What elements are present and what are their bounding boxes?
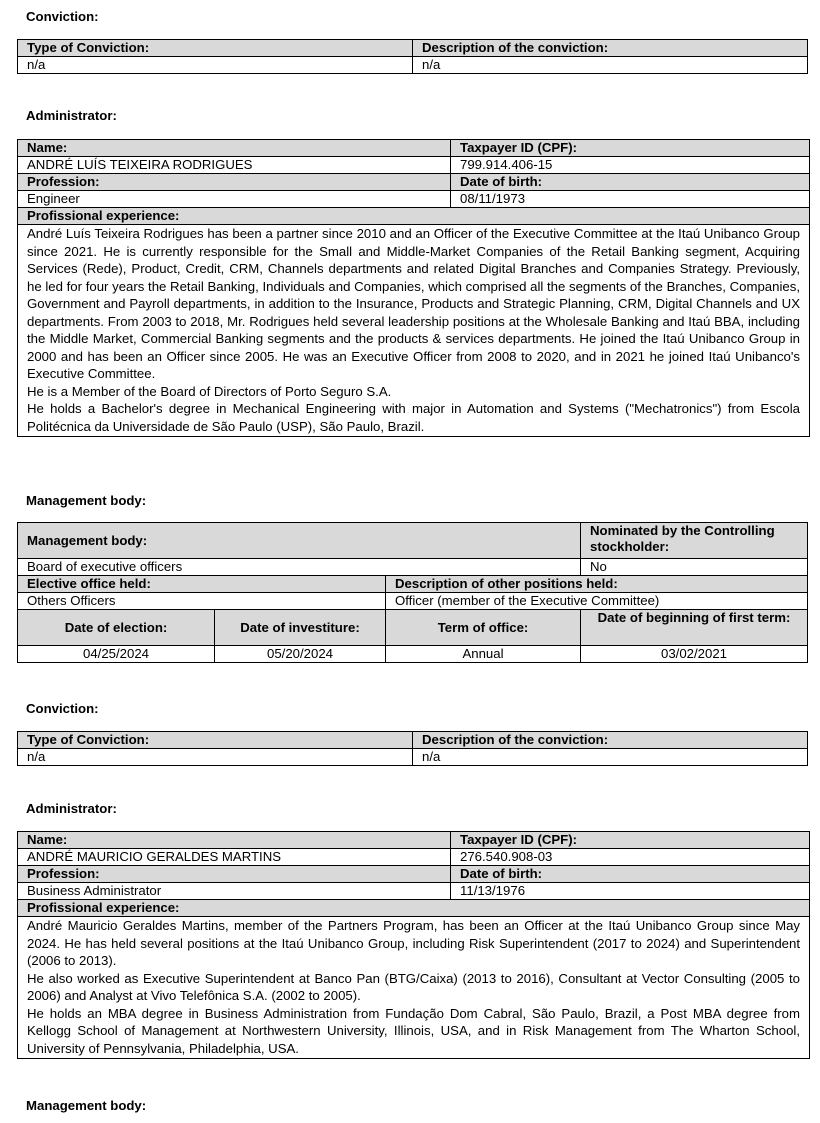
date-of-first-term-label: Date of beginning of first term: — [581, 610, 808, 646]
date-of-first-term-value: 03/02/2021 — [581, 646, 808, 663]
name-value: ANDRÉ LUÍS TEIXEIRA RODRIGUES — [18, 157, 451, 174]
term-of-office-label: Term of office: — [386, 610, 581, 646]
other-positions-label: Description of other positions held: — [386, 576, 808, 593]
administrator-table — [17, 139, 810, 437]
conviction-table — [17, 39, 808, 74]
term-of-office-value: Annual — [386, 646, 581, 663]
management-body-table — [17, 522, 808, 663]
other-positions-value: Officer (member of the Executive Committee) — [386, 593, 808, 610]
description-of-conviction-label: Description of the conviction: — [413, 40, 808, 57]
elective-office-value: Others Officers — [18, 593, 386, 610]
experience-paragraph: He is a Member of the Board of Directors of Porto Seguro S.A. — [27, 383, 392, 399]
type-of-conviction-label: Type of Conviction: — [18, 732, 413, 749]
date-of-birth-label: Date of birth: — [451, 174, 810, 191]
profession-label: Profession: — [18, 174, 451, 191]
date-of-investiture-value: 05/20/2024 — [215, 646, 386, 663]
experience-paragraph: He holds a Bachelor's degree in Mechanical Engineering with major in Automation and Systems ("Mechatronics") from Escola Politécnica da Universidade de São Paulo (USP), São Paulo, Brazil. — [27, 401, 800, 434]
date-of-birth-label: Date of birth: — [451, 866, 810, 883]
date-of-election-value: 04/25/2024 — [18, 646, 215, 663]
conviction-heading: Conviction: — [26, 701, 99, 716]
experience-paragraph: André Mauricio Geraldes Martins, member of the Partners Program, has been an Officer at the Itaú Unibanco Group since May 2024. He has held several positions at the Itaú Unibanco Group, including Risk Superintendent (2017 to 2024) and Superintendent (2006 to 2013). — [27, 918, 800, 968]
date-of-election-label: Date of election: — [18, 610, 215, 646]
conviction-heading: Conviction: — [26, 9, 99, 24]
description-of-conviction-value: n/a — [413, 749, 808, 766]
management-body-heading: Management body: — [26, 1098, 147, 1113]
management-body-heading: Management body: — [26, 493, 147, 508]
professional-experience-label: Profissional experience: — [18, 208, 810, 225]
taxpayer-id-label: Taxpayer ID (CPF): — [451, 832, 810, 849]
management-body-label: Management body: — [18, 523, 581, 559]
profession-value: Engineer — [18, 191, 451, 208]
name-label: Name: — [18, 832, 451, 849]
profession-label: Profession: — [18, 866, 451, 883]
type-of-conviction-label: Type of Conviction: — [18, 40, 413, 57]
description-of-conviction-label: Description of the conviction: — [413, 732, 808, 749]
description-of-conviction-value: n/a — [413, 57, 808, 74]
taxpayer-id-value: 799.914.406-15 — [451, 157, 810, 174]
type-of-conviction-value: n/a — [18, 57, 413, 74]
administrator-table — [17, 831, 810, 1059]
conviction-table — [17, 731, 808, 766]
professional-experience-text — [18, 225, 810, 437]
profession-value: Business Administrator — [18, 883, 451, 900]
taxpayer-id-value: 276.540.908-03 — [451, 849, 810, 866]
date-of-birth-value: 08/11/1973 — [451, 191, 810, 208]
experience-paragraph: He also worked as Executive Superintendent at Banco Pan (BTG/Caixa) (2013 to 2016), Consultant at Vector Consulting (2005 to 2006) and Analyst at Vivo Telefônica S.A. (2002 to 2005). — [27, 970, 800, 1003]
nominated-by-controlling-label: Nominated by the Controlling stockholder: — [581, 523, 808, 559]
nominated-by-controlling-value: No — [581, 559, 808, 576]
professional-experience-label: Profissional experience: — [18, 900, 810, 917]
date-of-birth-value: 11/13/1976 — [451, 883, 810, 900]
name-label: Name: — [18, 140, 451, 157]
type-of-conviction-value: n/a — [18, 749, 413, 766]
administrator-heading: Administrator: — [26, 801, 117, 816]
elective-office-label: Elective office held: — [18, 576, 386, 593]
taxpayer-id-label: Taxpayer ID (CPF): — [451, 140, 810, 157]
name-value: ANDRÉ MAURICIO GERALDES MARTINS — [18, 849, 451, 866]
date-of-investiture-label: Date of investiture: — [215, 610, 386, 646]
professional-experience-text — [18, 917, 810, 1059]
experience-paragraph: André Luís Teixeira Rodrigues has been a partner since 2010 and an Officer of the Executive Committee at the Itaú Unibanco Group since 2021. He is currently responsible for the Small and Middle-Market Companies of the Retail Banking segment, Acquiring Services (Rede), Product, Credit, CRM, Channels departments and related Digital Branches and Companies Strategy. Previously, he led for four years the Retail Banking, Individuals and Companies, which comprised all the segments of the Branches, Companies, Government and Payroll departments, in addition to the Insurance, Products and Strategic Planning, CRM, Digital Channels and UX departments. From 2003 to 2018, Mr. Rodrigues held several leadership positions at the Wholesale Banking and Itaú BBA, including the Middle Market, Commercial Banking segments and the products & services departments. He joined the Itaú Unibanco Group in 2000 and has been an Officer since 2005. He was an Executive Officer from 2008 to 2020, and in 2021 he joined Itaú Unibanco's Executive Committee. — [27, 226, 800, 381]
experience-paragraph: He holds an MBA degree in Business Administration from Fundação Dom Cabral, São Paulo, Brazil, a Post MBA degree from Kellogg School of Management at Northwestern University, Illinois, USA, and in Risk Management from The Wharton School, University of Pennsylvania, Philadelphia, USA. — [27, 1005, 800, 1056]
administrator-heading: Administrator: — [26, 108, 117, 123]
management-body-value: Board of executive officers — [18, 559, 581, 576]
